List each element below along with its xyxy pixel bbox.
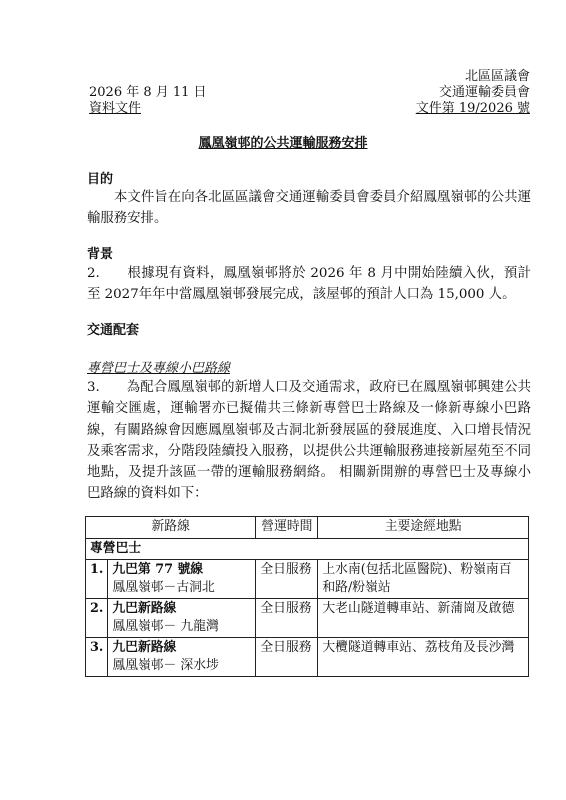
- route-stops: 上水南(包括北區醫院)、粉嶺南百和路/粉嶺站: [318, 560, 529, 599]
- committee-org-line1: 北區區議會: [464, 69, 530, 84]
- route-number: 3.: [86, 638, 108, 677]
- group-label-franchised-bus: 專營巴士: [86, 539, 529, 560]
- table-row: [86, 599, 529, 638]
- route-name: 九巴新路線: [112, 601, 177, 616]
- route-stops: 大欖隧道轉車站、荔枝角及長沙灣: [318, 638, 529, 677]
- transport-heading: 交通配套: [87, 323, 140, 338]
- route-termini: 鳳凰嶺邨－ 深水埗: [112, 658, 219, 673]
- table-header-new-route: 新路線: [86, 517, 256, 539]
- franchised-bus-subheading: 專營巴士及專線小巴路線: [87, 361, 231, 376]
- document-title: 鳳凰嶺邨的公共運輸服務安排: [198, 136, 368, 151]
- route-cell: [108, 560, 256, 599]
- route-number: 1.: [86, 560, 108, 599]
- route-termini: 鳳凰嶺邨－ 九龍灣: [112, 619, 219, 634]
- purpose-paragraph: 本文件旨在向各北區區議會交通運輸委員會委員介紹鳳凰嶺邨的公共運輸服務安排。: [87, 190, 531, 227]
- route-hours: 全日服務: [256, 638, 318, 677]
- route-number: 2.: [86, 599, 108, 638]
- route-name: 九巴第 77 號線: [112, 562, 204, 577]
- route-cell: [108, 638, 256, 677]
- paragraph-2: 2. 根據現有資料，鳳凰嶺邨將於 2026 年 8 月中開始陸續入伙，預計至 2027年年中當鳳凰嶺邨發展完成，該屋邨的預計人口為 15,000 人。: [87, 266, 531, 303]
- document-date: 2026 年 8 月 11 日: [89, 85, 207, 100]
- background-heading: 背景: [87, 247, 114, 262]
- route-name: 九巴新路線: [112, 640, 177, 655]
- route-hours: 全日服務: [256, 599, 318, 638]
- table-header-row: [86, 517, 529, 539]
- committee-org-line2: 交通運輸委員會: [438, 85, 530, 100]
- route-hours: 全日服務: [256, 560, 318, 599]
- table-header-operating-hours: 營運時間: [256, 517, 318, 539]
- route-cell: [108, 599, 256, 638]
- table-row: [86, 560, 529, 599]
- table-header-main-stops: 主要途經地點: [318, 517, 529, 539]
- document-type: 資料文件: [89, 101, 142, 116]
- route-termini: 鳳凰嶺邨－古洞北: [112, 580, 215, 595]
- new-routes-table: [85, 516, 529, 677]
- table-group-row: [86, 539, 529, 560]
- table-row: [86, 638, 529, 677]
- document-number: 文件第 19/2026 號: [415, 101, 530, 116]
- purpose-heading: 目的: [87, 172, 114, 187]
- paragraph-3: 3. 為配合鳳凰嶺邨的新增人口及交通需求，政府已在鳳凰嶺邨興建公共運輸交匯處，運輸署亦已擬備共三條新專營巴士路線及一條新專線小巴路線，有關路線會因應鳳凰嶺邨及古洞北新發展區的發展進度、入口增長情況及乘客需求，分階段陸續投入服務，以提供公共運輸服務連接新屋苑至不同地點，及提升該區一帶的運輸服務網絡。 相關新開辦的專營巴士及專線小巴路線的資料如下：: [87, 380, 531, 502]
- route-stops: 大老山隧道轉車站、新蒲崗及啟德: [318, 599, 529, 638]
